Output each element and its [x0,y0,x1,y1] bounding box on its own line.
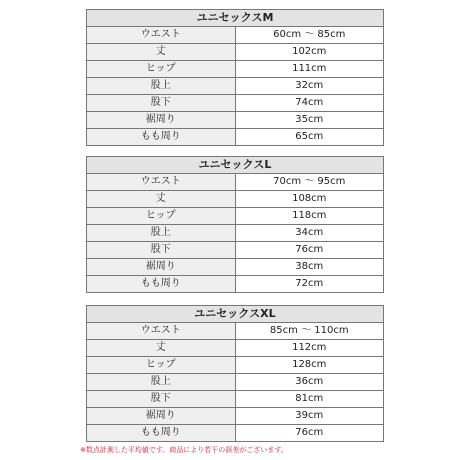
measurement-value: 65cm [235,129,384,146]
measurement-value: 128cm [235,357,384,374]
table-header-row [87,10,384,27]
table-row [87,191,384,208]
measurement-label: ウエスト [87,323,236,340]
measurement-label: ウエスト [87,174,236,191]
measurement-label: 股下 [87,242,236,259]
table-row [87,391,384,408]
table-row [87,225,384,242]
measurement-label: ヒップ [87,208,236,225]
measurement-label: 丈 [87,340,236,357]
measurement-label: 股上 [87,225,236,242]
measurement-label: 股下 [87,95,236,112]
table-row [87,208,384,225]
measurement-label: 股上 [87,78,236,95]
table-row [87,44,384,61]
table-row [87,95,384,112]
measurement-value: 32cm [235,78,384,95]
table-row [87,129,384,146]
measurement-value: 74cm [235,95,384,112]
table-row [87,242,384,259]
measurement-label: 裾周り [87,112,236,129]
measurement-label: もも周り [87,425,236,442]
table-title: ユニセックスM [87,10,384,27]
measurement-value: 35cm [235,112,384,129]
measurement-value: 81cm [235,391,384,408]
measurement-label: ウエスト [87,27,236,44]
table-row [87,276,384,293]
table-row [87,323,384,340]
measurement-value: 34cm [235,225,384,242]
measurement-value: 36cm [235,374,384,391]
table-row [87,112,384,129]
table-row [87,357,384,374]
measurement-label: 丈 [87,44,236,61]
measurement-value: 118cm [235,208,384,225]
table-row [87,78,384,95]
table-row [87,374,384,391]
measurement-label: ヒップ [87,61,236,78]
footnote: ※数点計測した平均値です。商品により若干の誤差がございます。 [80,446,288,454]
measurement-value: 76cm [235,425,384,442]
measurement-value: 112cm [235,340,384,357]
measurement-label: もも周り [87,276,236,293]
size-table-l [86,156,384,293]
table-row [87,340,384,357]
measurement-value: 60cm 〜 85cm [235,27,384,44]
table-row [87,425,384,442]
measurement-value: 108cm [235,191,384,208]
table-row [87,27,384,44]
measurement-value: 102cm [235,44,384,61]
table-title: ユニセックスL [87,157,384,174]
measurement-label: 裾周り [87,259,236,276]
measurement-label: 裾周り [87,408,236,425]
table-row [87,259,384,276]
measurement-label: 股下 [87,391,236,408]
table-row [87,61,384,78]
measurement-label: 股上 [87,374,236,391]
measurement-label: もも周り [87,129,236,146]
table-header-row [87,157,384,174]
measurement-value: 38cm [235,259,384,276]
size-table-m [86,9,384,146]
measurement-value: 70cm 〜 95cm [235,174,384,191]
measurement-label: ヒップ [87,357,236,374]
measurement-value: 39cm [235,408,384,425]
table-header-row [87,306,384,323]
size-table-xl [86,305,384,442]
measurement-value: 111cm [235,61,384,78]
table-title: ユニセックスXL [87,306,384,323]
measurement-value: 72cm [235,276,384,293]
measurement-value: 85cm 〜 110cm [235,323,384,340]
table-row [87,174,384,191]
measurement-value: 76cm [235,242,384,259]
measurement-label: 丈 [87,191,236,208]
table-row [87,408,384,425]
